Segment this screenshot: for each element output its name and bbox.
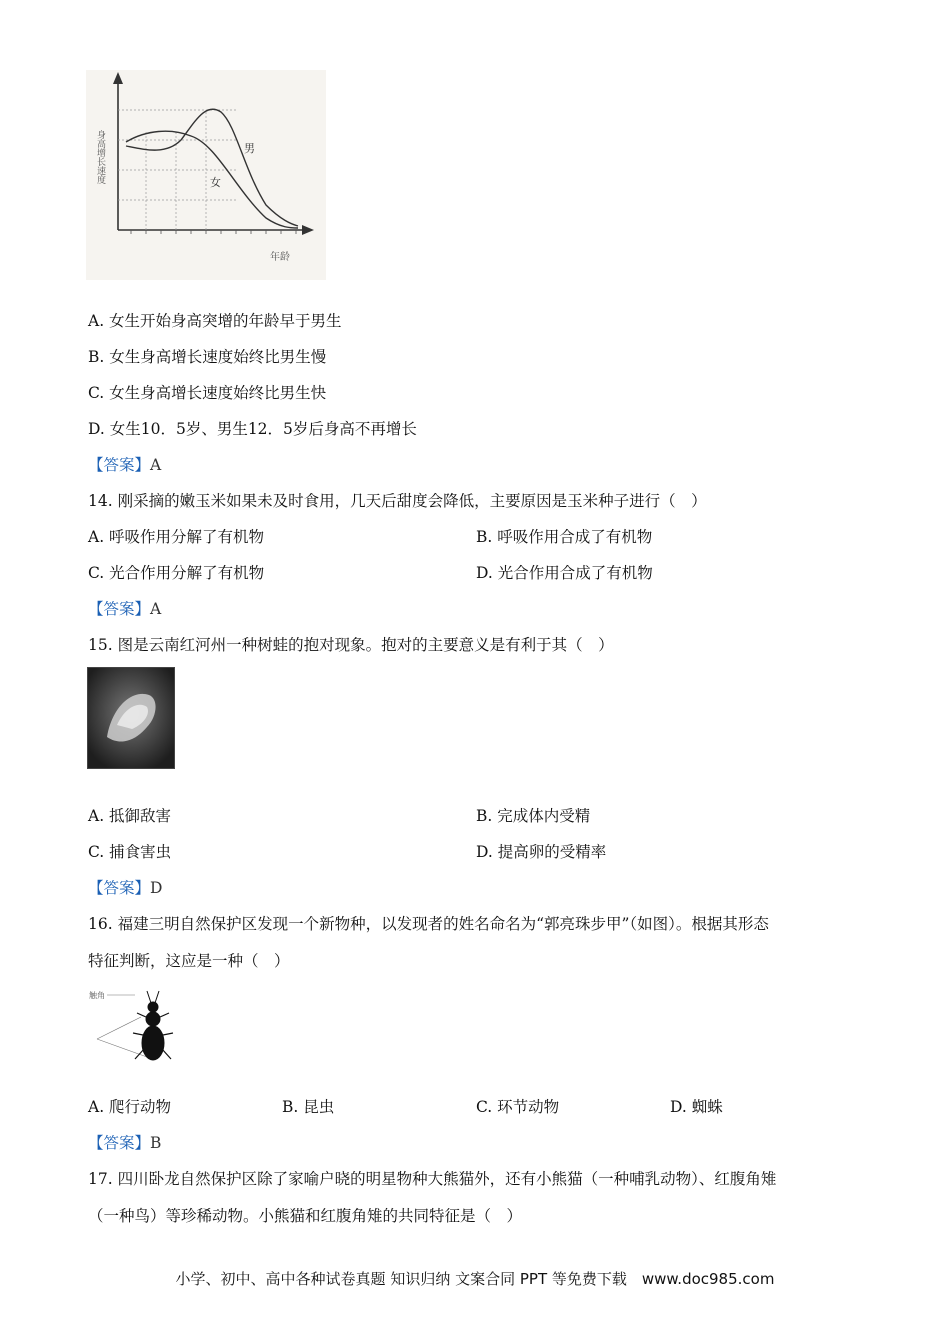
q17-stem-line2: （一种鸟）等珍稀动物。小熊猫和红腹角雉的共同特征是（ ） xyxy=(88,1207,523,1225)
tree-frog-photo xyxy=(87,667,175,769)
q13-option-b: B. 女生身高增长速度始终比男生慢 xyxy=(88,348,327,366)
q16-option-b: B. 昆虫 xyxy=(282,1098,335,1116)
x-axis-label: 年龄 xyxy=(270,252,290,263)
growth-rate-chart xyxy=(86,70,326,280)
q13-option-c: C. 女生身高增长速度始终比男生快 xyxy=(88,384,327,402)
answer-value: D xyxy=(150,879,163,897)
y-axis-label: 身高增长速度 xyxy=(95,130,105,184)
q16-option-d: D. 蜘蛛 xyxy=(670,1098,723,1116)
answer-value: A xyxy=(150,456,162,474)
q14-option-a: A. 呼吸作用分解了有机物 xyxy=(88,528,265,546)
page-footer: 小学、初中、高中各种试卷真题 知识归纳 文案合同 PPT 等免费下载 www.doc985.com xyxy=(175,1270,775,1288)
q15-option-d: D. 提高卵的受精率 xyxy=(476,843,607,861)
beetle-antenna-label: 触角 xyxy=(89,991,105,1000)
q14-answer xyxy=(88,599,161,619)
q14-option-c: C. 光合作用分解了有机物 xyxy=(88,564,265,582)
series-male-label: 男 xyxy=(244,142,255,155)
q16-answer xyxy=(88,1133,161,1153)
answer-value: A xyxy=(150,600,162,618)
q13-option-a: A. 女生开始身高突增的年龄早于男生 xyxy=(88,312,342,330)
q15-stem: 15. 图是云南红河州一种树蛙的抱对现象。抱对的主要意义是有利于其（ ） xyxy=(88,636,614,654)
q14-option-b: B. 呼吸作用合成了有机物 xyxy=(476,528,653,546)
q16-option-a: A. 爬行动物 xyxy=(88,1098,172,1116)
q14-option-d: D. 光合作用合成了有机物 xyxy=(476,564,653,582)
q13-option-d: D. 女生10．5岁、男生12．5岁后身高不再增长 xyxy=(88,420,417,438)
answer-label: 【答案】 xyxy=(88,879,151,897)
q17-stem-line1: 17. 四川卧龙自然保护区除了家喻户晓的明星物种大熊猫外，还有小熊猫（一种哺乳动物）、红腹角雉 xyxy=(88,1170,777,1188)
q15-answer xyxy=(88,878,162,898)
series-female-label: 女 xyxy=(210,176,221,189)
beetle-figure xyxy=(87,987,179,1075)
q15-option-a: A. 抵御敌害 xyxy=(88,807,172,825)
q16-stem-line2: 特征判断，这应是一种（ ） xyxy=(88,952,290,970)
answer-value: B xyxy=(150,1134,162,1152)
answer-label: 【答案】 xyxy=(88,1134,151,1152)
answer-label: 【答案】 xyxy=(88,600,151,618)
answer-label: 【答案】 xyxy=(88,456,151,474)
q14-stem: 14. 刚采摘的嫩玉米如果未及时食用，几天后甜度会降低，主要原因是玉米种子进行（ ） xyxy=(88,492,707,510)
q15-option-c: C. 捕食害虫 xyxy=(88,843,172,861)
q13-answer xyxy=(88,455,161,475)
q15-option-b: B. 完成体内受精 xyxy=(476,807,591,825)
q16-stem-line1: 16. 福建三明自然保护区发现一个新物种，以发现者的姓名命名为“郭亮珠步甲”（如图）。根据其形态 xyxy=(88,915,769,933)
q16-option-c: C. 环节动物 xyxy=(476,1098,560,1116)
